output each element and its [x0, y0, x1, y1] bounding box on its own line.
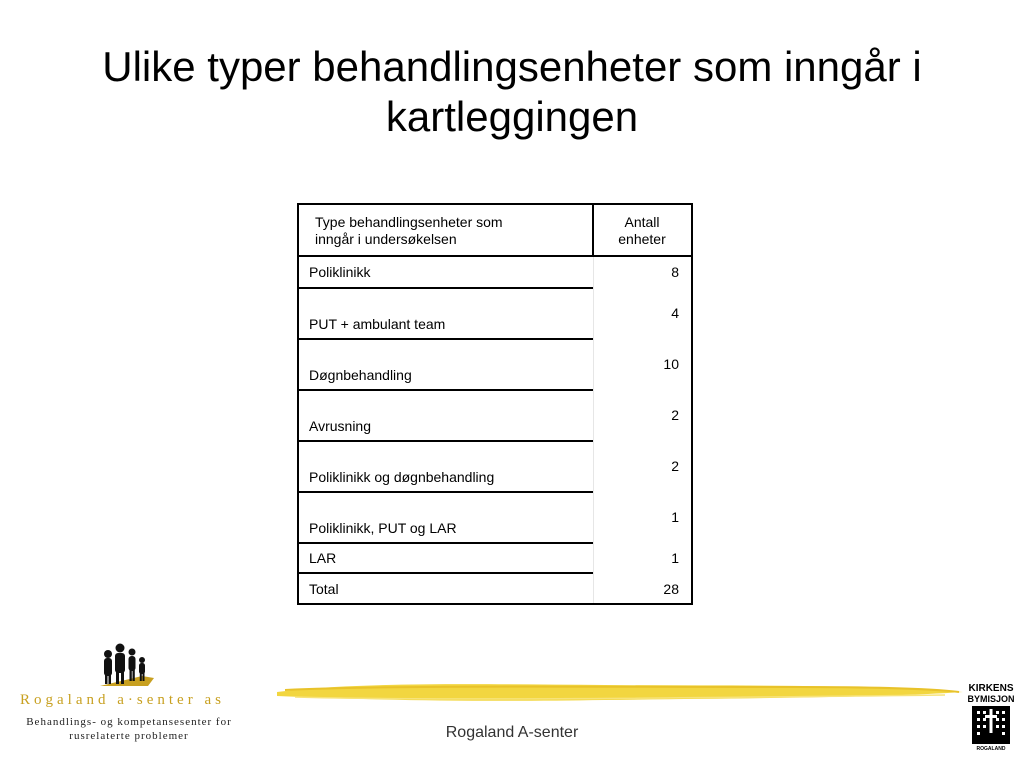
table-row — [299, 544, 691, 572]
row-label: Avrusning — [309, 418, 372, 434]
slide-title — [40, 42, 984, 142]
row-value: 1 — [671, 550, 679, 566]
row-label: LAR — [309, 550, 337, 566]
table-row — [299, 340, 691, 389]
row-value: 8 — [671, 264, 679, 280]
logo-tagline-line1: Behandlings- og kompetansesenter for — [26, 716, 232, 728]
row-value: 4 — [671, 305, 679, 321]
row-value: 2 — [671, 458, 679, 474]
row-label: PUT + ambulant team — [309, 316, 446, 332]
logo-company-name: Rogaland a·senter as — [20, 692, 225, 708]
family-silhouette-icon — [94, 642, 164, 686]
row-value: 2 — [671, 407, 679, 423]
row-label: Poliklinikk og døgnbehandling — [309, 469, 495, 485]
row-value: 10 — [663, 356, 679, 372]
row-label: Døgnbehandling — [309, 367, 412, 383]
header-count-line1: Antall — [624, 214, 660, 230]
rogaland-asenter-logo — [14, 640, 264, 750]
header-column-divider — [592, 205, 594, 257]
table-row — [299, 493, 691, 542]
right-logo-text2: BYMISJON — [967, 694, 1015, 704]
right-logo-text3: ROGALAND — [976, 746, 1006, 752]
table-header-row — [299, 205, 691, 257]
table-row — [299, 257, 691, 287]
table-row — [299, 289, 691, 338]
units-table — [297, 203, 693, 605]
total-value: 28 — [663, 581, 679, 597]
slide-title-line1: Ulike typer behandlingsenheter som inngår i — [102, 43, 922, 90]
kirkens-bymisjon-logo — [966, 680, 1016, 752]
header-count-line2: enheter — [618, 231, 666, 247]
yellow-brush-stroke — [275, 676, 965, 706]
header-type-cell — [299, 205, 593, 257]
row-label: Poliklinikk, PUT og LAR — [309, 520, 457, 536]
header-type-line1: Type behandlingsenheter som — [315, 214, 503, 230]
right-logo-text1: KIRKENS — [968, 683, 1014, 694]
row-value: 1 — [671, 509, 679, 525]
header-type-line2: inngår i undersøkelsen — [315, 231, 457, 247]
table-row — [299, 391, 691, 440]
slide-title-line2: kartleggingen — [385, 93, 639, 140]
row-label: Poliklinikk — [309, 264, 371, 280]
logo-tagline-line2: rusrelaterte problemer — [69, 730, 189, 742]
total-label: Total — [309, 581, 339, 597]
table-row — [299, 442, 691, 491]
header-count-cell — [593, 205, 691, 257]
footer-text: Rogaland A-senter — [445, 724, 579, 741]
table-total-row — [299, 574, 691, 603]
